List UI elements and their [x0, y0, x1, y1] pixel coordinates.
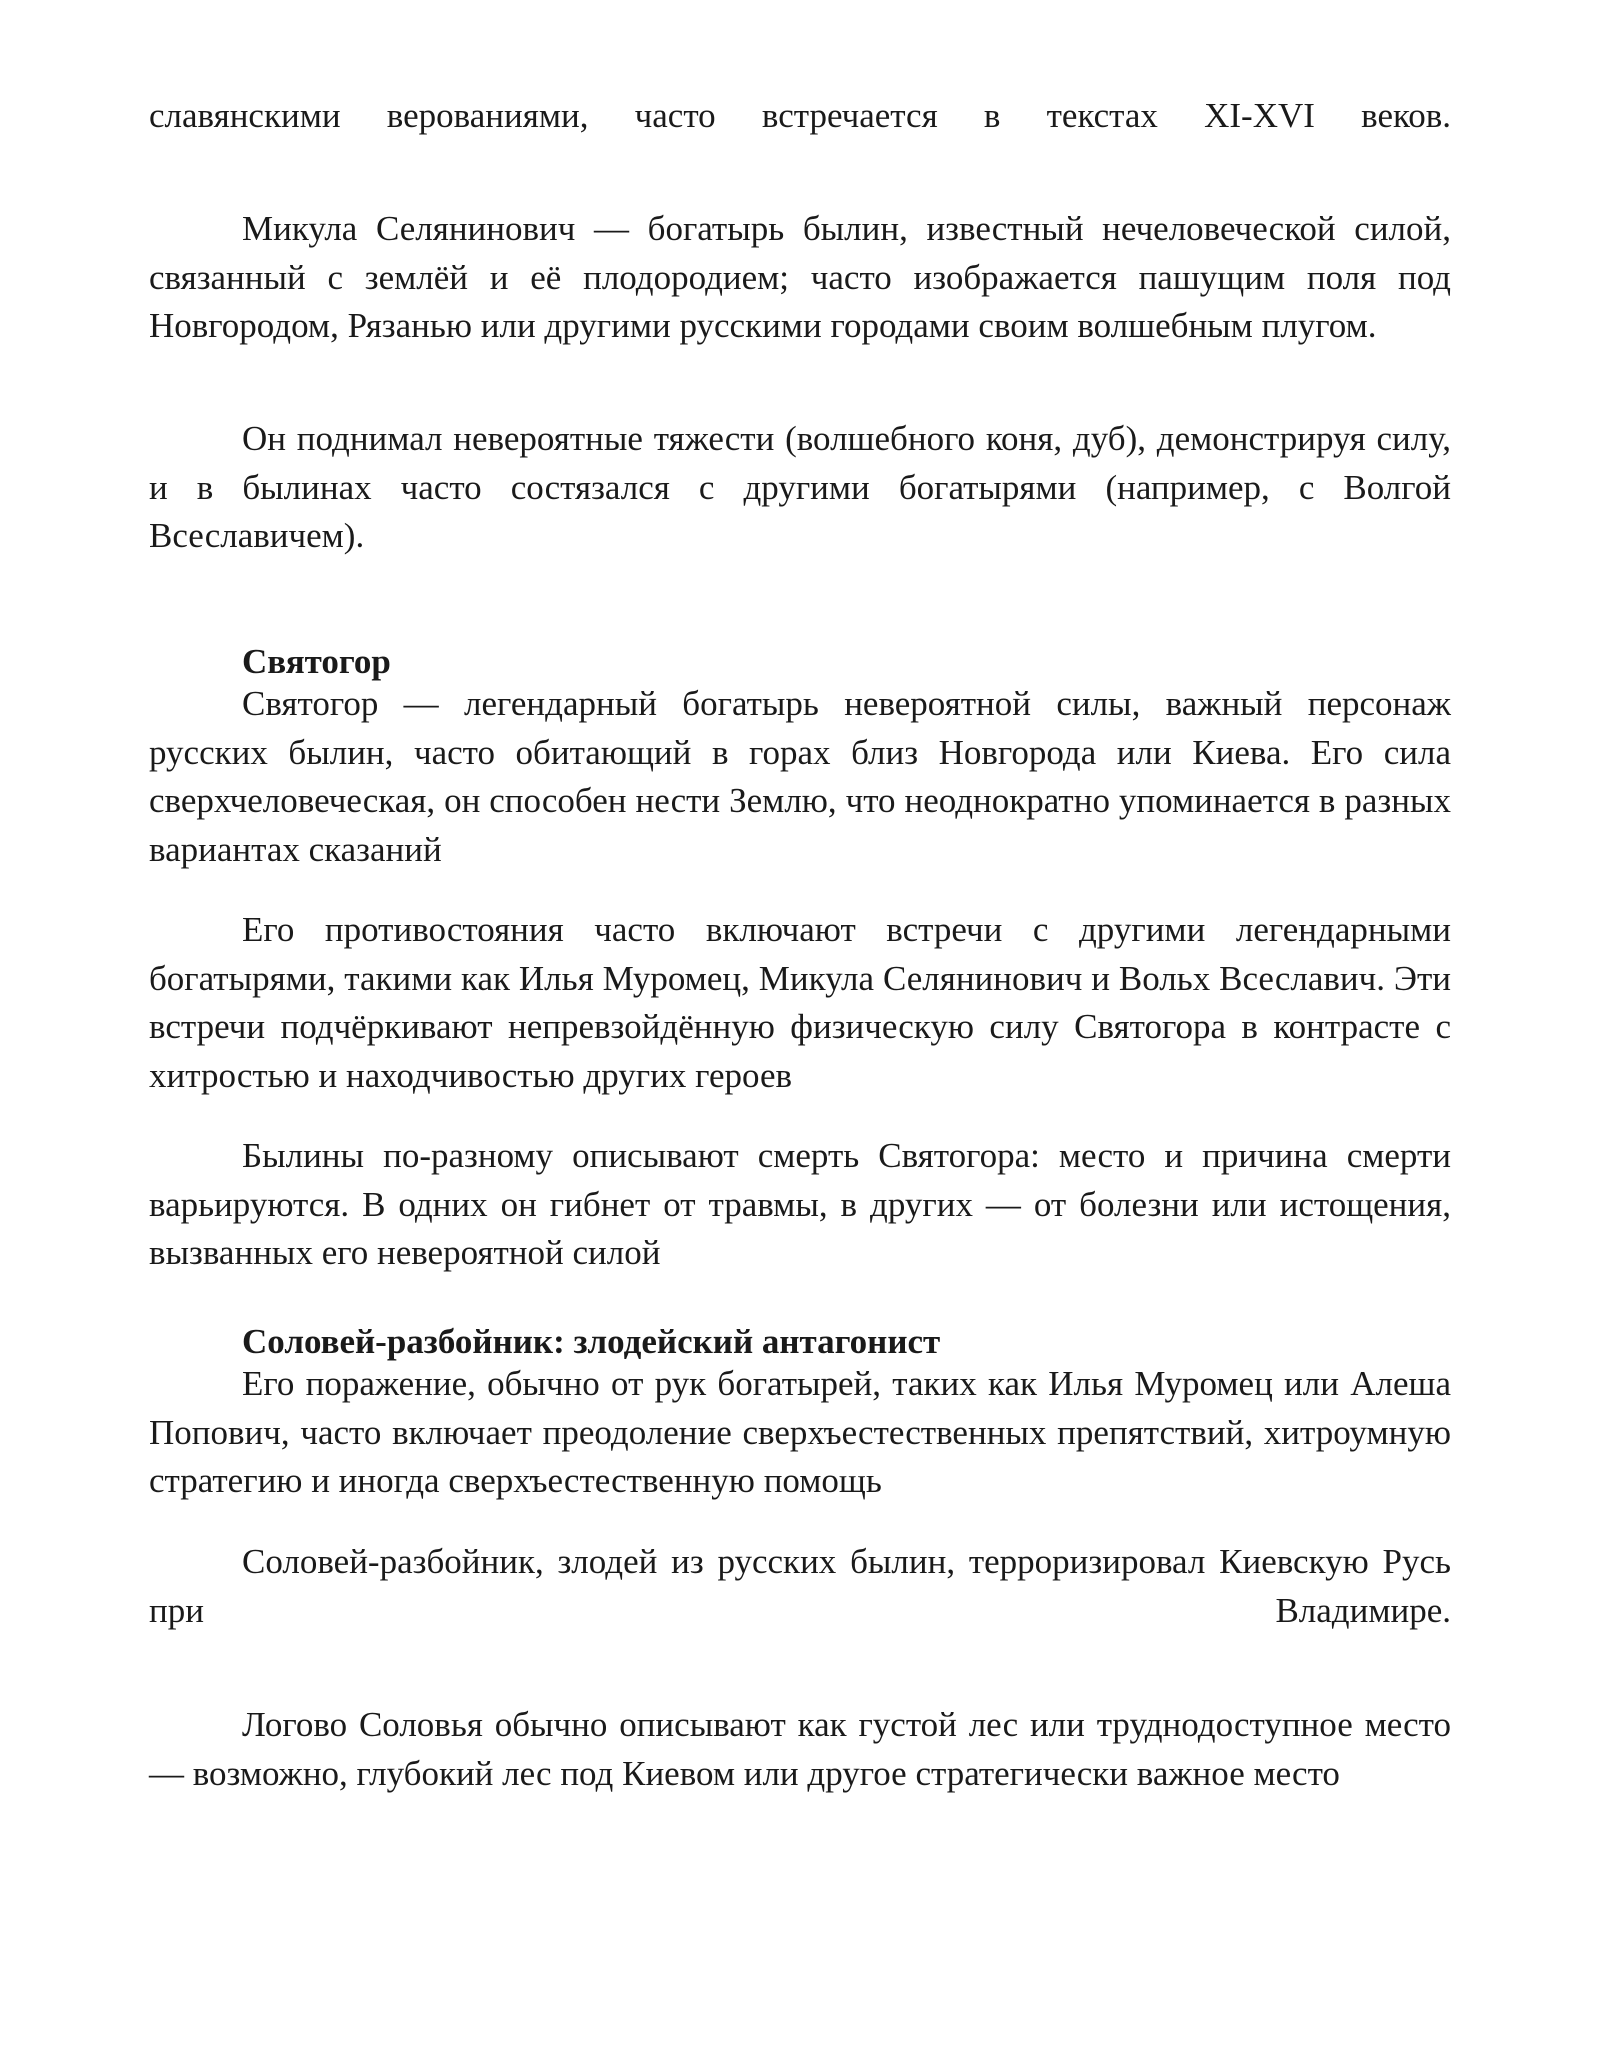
- paragraph-svyatogor-1: Святогор — легендарный богатырь невероятной силы, важный персонаж русских былин, часто обитающий в горах близ Новгорода или Киева. Его сила сверхчеловеческая, он способен нести Землю, что неоднократно упоминается в разных вариантах сказаний: [149, 684, 1451, 869]
- paragraph-solovei-1: Его поражение, обычно от рук богатырей, таких как Илья Муромец или Алеша Попович, часто включает преодоление сверхъестественных препятствий, хитроумную стратегию и иногда сверхъестественную помощь: [149, 1364, 1451, 1500]
- paragraph-solovei-3: Логово Соловья обычно описывают как густой лес или труднодоступное место — возможно, глубокий лес под Киевом или другое стратегически важное место: [149, 1705, 1451, 1793]
- paragraph-mikula-2: Он поднимал невероятные тяжести (волшебного коня, дуб), демонстрируя силу, и в былинах часто состязался с другими богатырями (например, с Волгой Всеславичем).: [149, 419, 1451, 555]
- paragraph-opening: славянскими верованиями, часто встречается в текстах XI-XVI веков.: [149, 96, 1451, 135]
- paragraph-svyatogor-2: Его противостояния часто включают встречи с другими легендарными богатырями, такими как Илья Муромец, Микула Селянинович и Вольх Всеславич. Эти встречи подчёркивают непревзойдённую физическую силу Святогора в контрасте с хитростью и находчивостью других героев: [149, 910, 1451, 1095]
- paragraph-mikula-1: Микула Селянинович — богатырь былин, известный нечеловеческой силой, связанный с землёй и её плодородием; часто изображается пашущим поля под Новгородом, Рязанью или другими русскими городами своим волшебным плугом.: [149, 209, 1451, 345]
- paragraph-svyatogor-3: Былины по-разному описывают смерть Святогора: место и причина смерти варьируются. В одних он гибнет от травмы, в других — от болезни или истощения, вызванных его невероятной силой: [149, 1136, 1451, 1272]
- paragraph-solovei-2: Соловей-разбойник, злодей из русских былин, терроризировал Киевскую Русь при Владимире.: [149, 1542, 1451, 1630]
- heading-solovei: Соловей-разбойник: злодейский антагонист: [242, 1322, 941, 1361]
- heading-svyatogor: Святогор: [242, 642, 391, 681]
